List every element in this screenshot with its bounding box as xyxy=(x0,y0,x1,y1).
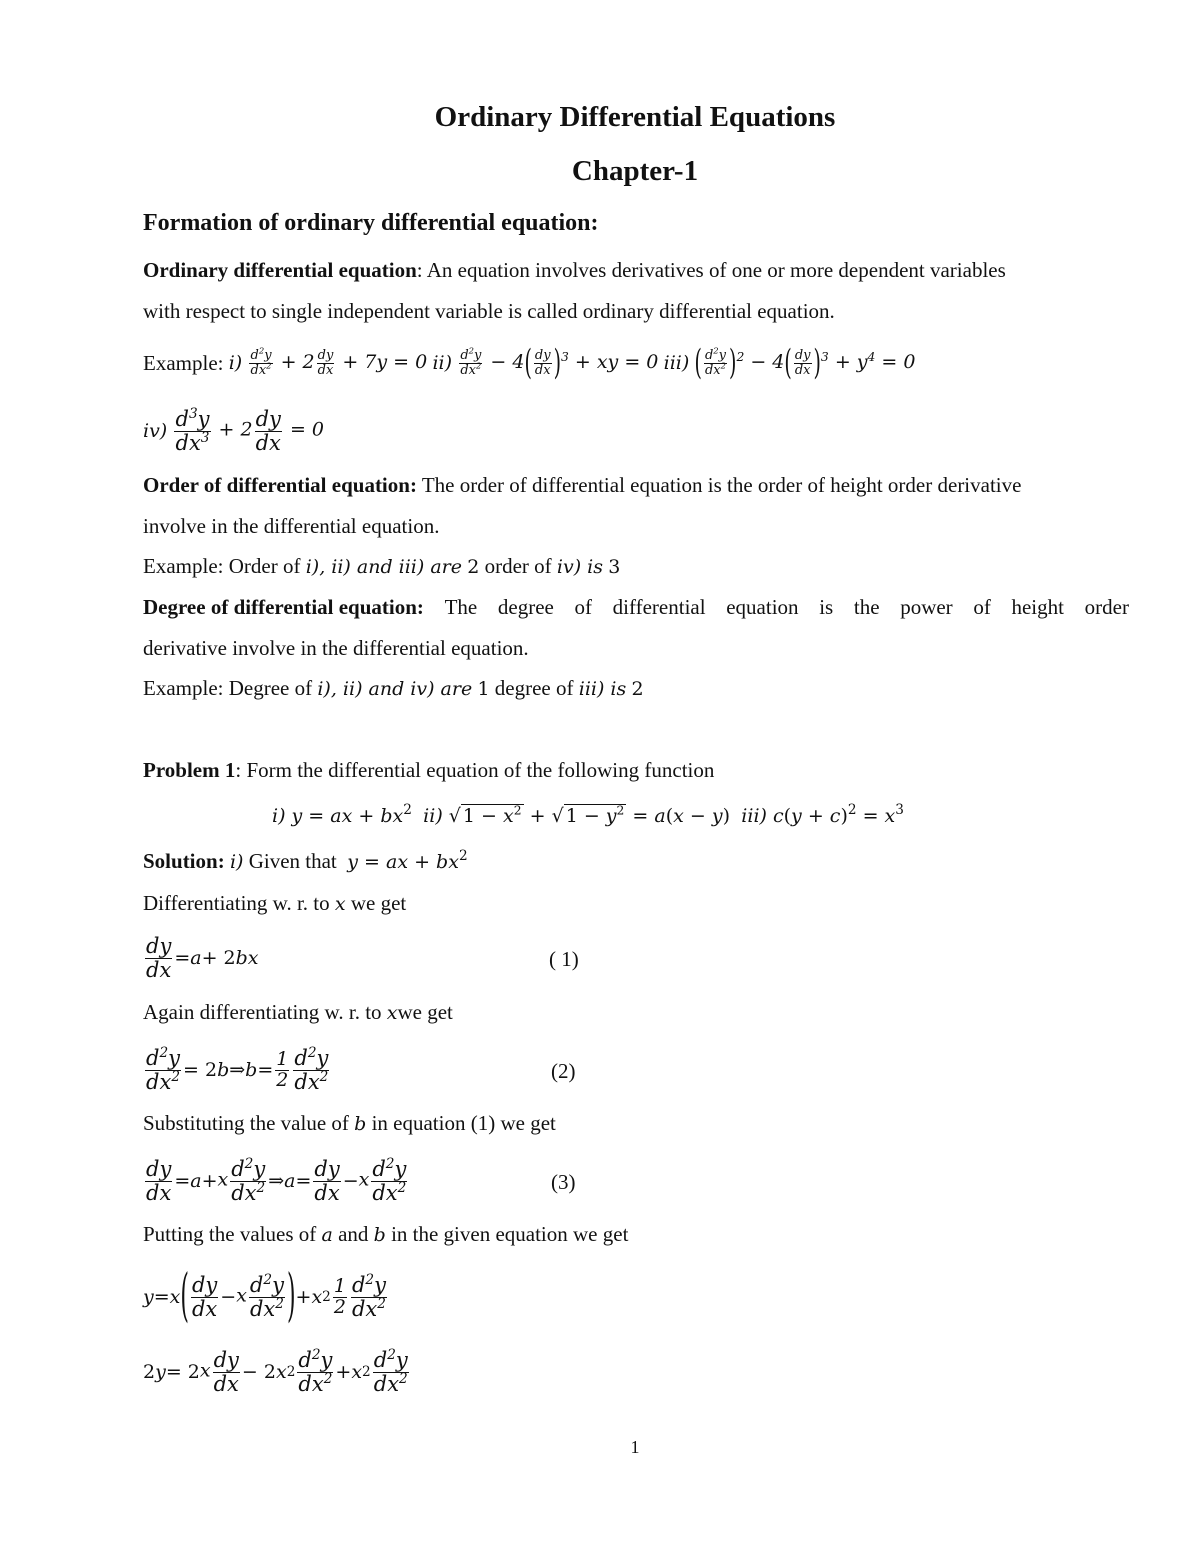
section-heading: Formation of ordinary differential equation: xyxy=(143,210,599,236)
problem-label: Problem 1 xyxy=(143,758,236,782)
solution-step-diff2: Again differentiating w. r. to xwe get xyxy=(143,1000,453,1024)
order-definition-text: The order of differential equation is the order of height order derivative xyxy=(416,473,1022,497)
solution-label: Solution: xyxy=(143,849,225,873)
example-iv-line xyxy=(143,402,324,460)
examples-line xyxy=(143,339,915,387)
solution-intro: Solution: i) Given that y = ax + $bx^2$ xyxy=(143,848,468,873)
equation-1: $\frac{dy}{dx}$ = a + 2 bx xyxy=(146,934,259,982)
example-ii-equation: $\frac{d^2y}{dx^2}$ − 4( $\frac{dy}{dx}$ )$^3$ + xy = 0 xyxy=(460,343,659,383)
ode-definition-term: Ordinary differential equation xyxy=(143,258,417,282)
solution-step-diff1: Differentiating w. r. to x we get xyxy=(143,891,407,915)
problem-functions: i) y = ax + $bx^2$ ii) √ $1 - x^2$ + √ $1 - y^2 = a(x - y)$ iii) $c(y + c)^2 = x^3$ xyxy=(272,802,904,827)
order-definition-line2: involve in the differential equation. xyxy=(143,514,440,538)
equation-number-2: (2) xyxy=(551,1059,576,1083)
solution-step-subst: Substituting the value of b in equation (1) we get xyxy=(143,1111,556,1135)
ode-definition-line1 xyxy=(143,258,1006,283)
example-iii-label: iii) xyxy=(663,352,690,374)
degree-definition-term: Degree of differential equation: xyxy=(143,595,424,619)
equation-3: $\frac{dy}{dx}$ = a + x $\frac{d^2y}{dx^2}$ ⇒ a = $\frac{dy}{dx}$ − x $\frac{d^2y}{dx^2}$ xyxy=(146,1156,407,1205)
example-label: Example: xyxy=(143,350,224,375)
chapter-heading: Chapter-1 xyxy=(571,155,699,187)
document-title: Ordinary Differential Equations xyxy=(434,101,836,133)
equation-number-3: (3) xyxy=(551,1170,576,1194)
problem-statement: Problem 1: Form the differential equation of the following function xyxy=(143,758,715,782)
equation-final: 2 y = 2 x $\frac{dy}{dx}$ − 2 x 2 $\frac{d^2y}{dx^2}$ + x 2 $\frac{d^2y}{dx^2}$ xyxy=(143,1347,408,1396)
order-definition-term: Order of differential equation: xyxy=(143,473,417,497)
equation-number-1: ( 1) xyxy=(549,947,579,971)
degree-definition-line2: derivative involve in the differential equation. xyxy=(143,636,529,660)
page-number: 1 xyxy=(630,1437,640,1457)
solution-step-put: Putting the values of a and b in the given equation we get xyxy=(143,1222,629,1246)
degree-example: Example: Degree of i), ii) and iv) are 1 degree of iii) is 2 xyxy=(143,676,644,700)
example-i-label: i) xyxy=(228,352,243,374)
example-i-equation: $\frac{d^2y}{dx^2}$ + 2 $\frac{dy}{dx}$ + 7y = 0 xyxy=(250,345,428,378)
equation-2: $\frac{d^2y}{dx^2}$ = 2 b ⇒ b = $\frac{1}{2}$ $\frac{d^2y}{dx^2}$ xyxy=(146,1045,329,1094)
ode-definition-text: : An equation involves derivatives of one or more dependent variables xyxy=(416,258,1006,282)
ode-definition-line2: with respect to single independent variable is called ordinary differential equation. xyxy=(143,299,835,323)
example-iv-equation: $\frac{d^3y}{dx^3}$ + 2 $\frac{dy}{dx}$ = 0 xyxy=(175,406,324,455)
order-definition-line1 xyxy=(143,473,1021,498)
order-example: Example: Order of i), ii) and iii) are 2 order of iv) is 3 xyxy=(143,554,621,578)
example-iv-label: iv) xyxy=(143,420,168,442)
degree-definition-line1: Degree of differential equation: The degree of differential equation is the power of height order xyxy=(143,595,1129,619)
example-ii-label: ii) xyxy=(432,352,453,374)
example-iii-equation: ( $\frac{d^2y}{dx^2}$ )$^2$ − 4( $\frac{dy}{dx}$ )$^3 + y^4 = 0$ xyxy=(694,343,916,383)
equation-substituted: y = x ( $\frac{dy}{dx}$ − x $\frac{d^2y}{dx^2}$ ) + x 2 $\frac{1}{2}$ $\frac{d^2y}{dx^2}$ xyxy=(143,1264,386,1330)
